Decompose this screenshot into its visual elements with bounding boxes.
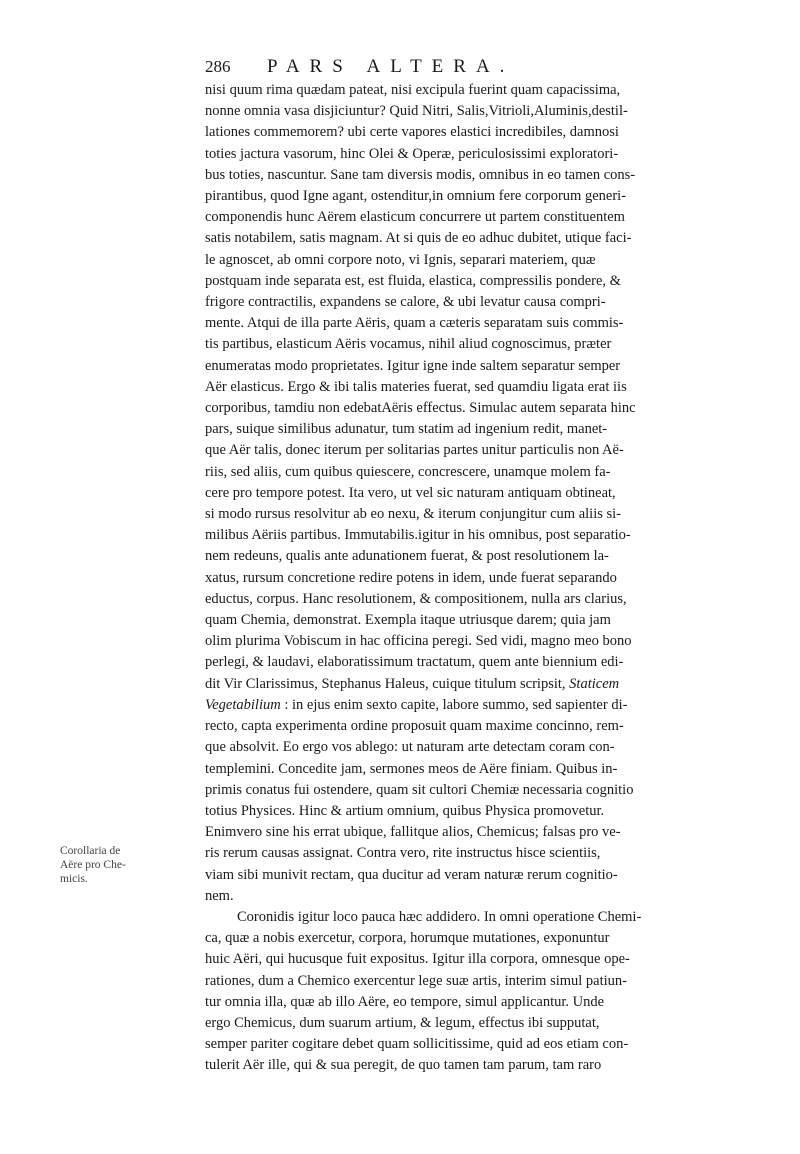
text-line: postquam inde separata est, est fluida, elastica, compressilis pondere, & [205, 272, 621, 289]
text-line: ris rerum causas assignat. Contra vero, rite instructus hisce scientiis, [205, 845, 601, 862]
text-line: corporibus, tamdiu non edebatAëris effectus. Simulac autem separata hinc [205, 400, 636, 417]
text-line: toties jactura vasorum, hinc Olei & Operæ, periculosissimi exploratori- [205, 145, 619, 162]
text-line: pars, suique similibus adunatur, tum statim ad ingenium redit, manet- [205, 421, 608, 438]
text-line: totius Physices. Hinc & artium omnium, quibus Physica promovetur. [205, 802, 605, 819]
text-line: Coronidis igitur loco pauca hæc addidero. In omni operatione Chemi- [237, 908, 642, 925]
margin-note [60, 844, 140, 886]
text-line: satis notabilem, satis magnam. At si quis de eo adhuc dubitet, utique faci- [205, 230, 632, 247]
text-line: cere pro tempore potest. Ita vero, ut vel sic naturam antiquam obtineat, [205, 484, 616, 501]
margin-note-line: Corollaria de [60, 845, 121, 857]
text-line: ca, quæ a nobis exercetur, corpora, horumque mutationes, exponuntur [205, 930, 610, 947]
text-line: componendis hunc Aërem elasticum concurrere ut partem constituentem [205, 209, 625, 226]
margin-note-line: Aëre pro Che- [60, 859, 126, 871]
text-line [205, 695, 745, 716]
text-line: lationes commemorem? ubi certe vapores elastici incredibiles, damnosi [205, 124, 619, 141]
text-line: nisi quum rima quædam pateat, nisi excipula fuerint quam capacissima, [205, 82, 621, 98]
text-line: primis conatus fui ostendere, quam sit cultori Chemiæ necessaria cognitio [205, 781, 634, 798]
text-line: que absolvit. Eo ergo vos ablego: ut naturam arte detectam coram con- [205, 739, 615, 756]
text-line: le agnoscet, ab omni corpore noto, vi Ignis, separari materiem, quæ [205, 251, 596, 268]
text-line-rest: : in ejus enim sexto capite, labore summo, sed sapienter di- [284, 696, 628, 713]
text-line: ergo Chemicus, dum suarum artium, & legum, effectus ibi supputat, [205, 1014, 600, 1031]
text-line: Enimvero sine his errat ubique, fallitque alios, Chemicus; falsas pro ve- [205, 824, 621, 841]
text-line: milibus Aëriis partibus. Immutabilis.igitur in his omnibus, post separatio- [205, 527, 631, 544]
text-line: mente. Atqui de illa parte Aëris, quam a cæteris separatam suis commis- [205, 315, 624, 332]
text-line: pirantibus, quod Igne agant, ostenditur,in omnium fere corporum generi- [205, 188, 627, 205]
text-line: tulerit Aër ille, qui & sua peregit, de quo tamen tam parum, tam raro [205, 1057, 602, 1074]
margin-note-line: micis. [60, 873, 88, 885]
running-title: PARS ALTERA. [267, 56, 515, 77]
text-line: riis, sed aliis, cum quibus quiescere, concrescere, unamque molem fa- [205, 463, 611, 480]
text-line: rationes, dum a Chemico exercentur lege suæ artis, interim simul patiun- [205, 972, 628, 989]
text-line: huic Aëri, qui hucusque fuit expositus. Igitur illa corpora, omnesque ope- [205, 951, 630, 968]
book-title-italic-2: Vegetabilium [205, 696, 281, 713]
text-line: bus toties, nascuntur. Sane tam diversis modis, omnibus in eo tamen cons- [205, 166, 636, 183]
text-line: semper pariter cogitare debet quam sollicitissime, quid ad eos etiam con- [205, 1036, 629, 1053]
text-line: perlegi, & laudavi, elaboratissimum tractatum, quem ante biennium edi- [205, 654, 624, 671]
book-title-italic: Staticem [569, 675, 620, 692]
text-line: nem. [205, 887, 234, 904]
text-line-start: dit Vir Clarissimus, Stephanus Haleus, cuique titulum scripsit, [205, 675, 566, 692]
text-line: eductus, corpus. Hanc resolutionem, & compositionem, nulla ars clarius, [205, 590, 627, 607]
page-number: 286 [205, 57, 231, 76]
text-line: xatus, rursum concretione redire potens in idem, unde fuerat separando [205, 569, 617, 586]
text-line: si modo rursus resolvitur ab eo nexu, & iterum conjungitur cum aliis si- [205, 506, 622, 523]
text-line: frigore contractilis, expandens se calore, & ubi levatur causa compri- [205, 294, 606, 311]
body-text [205, 80, 745, 1077]
text-line: enumeratas modo proprietates. Igitur igne inde saltem separatur semper [205, 357, 621, 374]
text-line: tur omnia illa, quæ ab illo Aëre, eo tempore, simul applicantur. Unde [205, 993, 605, 1010]
text-line: que Aër talis, donec iterum per solitarias partes unitur particulis non Aë- [205, 442, 624, 459]
text-line: nem redeuns, qualis ante adunationem fuerat, & post resolutionem la- [205, 548, 609, 565]
text-line: templemini. Concedite jam, sermones meos de Aëre finiam. Quibus in- [205, 760, 618, 777]
text-line: nonne omnia vasa disjiciuntur? Quid Nitri, Salis,Vitrioli,Aluminis,destil- [205, 103, 628, 120]
text-line: quam Chemia, demonstrat. Exempla itaque utriusque darem; quia jam [205, 612, 611, 629]
text-line: recto, capta experimenta ordine proposuit quam maxime concinno, rem- [205, 718, 624, 735]
text-line: olim plurima Vobiscum in hac officina peregi. Sed vidi, magno meo bono [205, 633, 632, 650]
text-line: Aër elasticus. Ergo & ibi talis materies fuerat, sed quamdiu ligata erat iis [205, 378, 627, 395]
text-line: viam sibi munivit rectam, qua ducitur ad veram naturæ rerum cognitio- [205, 866, 618, 883]
page-header [205, 56, 705, 80]
text-line: tis partibus, elasticum Aëris vocamus, nihil aliud cognoscimus, præter [205, 336, 612, 353]
text-line [205, 674, 745, 695]
